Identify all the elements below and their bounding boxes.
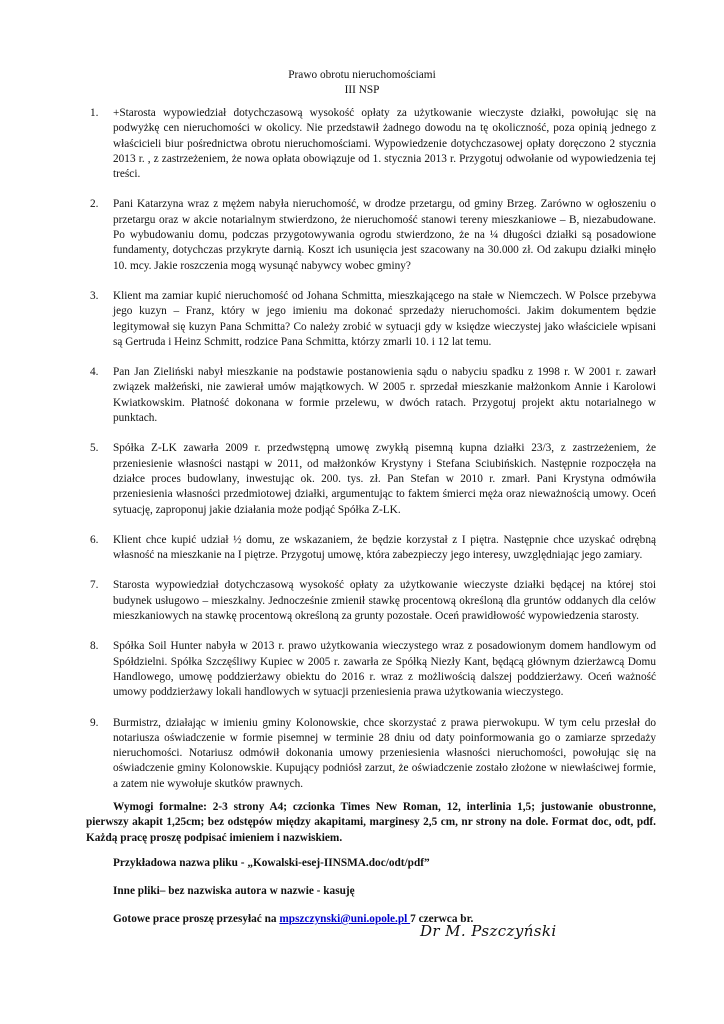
task-item <box>90 716 656 792</box>
formal-requirements-text: Wymogi formalne: 2-3 strony A4; czcionka Times New Roman, 12, interlinia 1,5; justowanie obustronne, pierwszy akapit 1,25cm; bez odstępów między akapitami, marginesy 2,5 cm, nr strony na dole. Format doc, odt, pdf. Każdą pracę proszę podpisać imieniem i nazwiskiem. <box>86 801 656 844</box>
submission-suffix: 7 czerwca br. <box>410 913 474 925</box>
task-text: Starosta wypowiedział dotychczasową wysokość opłaty za użytkowanie wieczyste działki będącej na której stoi budynek usługowo – mieszkalny. Jednocześnie zmienił stawkę procentową określoną dla gruntów oddanych dla celów mieszkaniowych na stawkę procentową określoną za grunty pozostałe. Oceń prawidłowość wypowiedzenia starosty. <box>113 579 656 623</box>
task-number: 6. <box>90 533 99 546</box>
task-number: 2. <box>90 198 99 211</box>
task-item <box>90 639 656 700</box>
email-link[interactable]: mpszczynski@uni.opole.pl <box>279 913 411 925</box>
task-number: 3. <box>90 289 99 302</box>
task-number: 5. <box>90 442 99 455</box>
submission-prefix: Gotowe prace proszę przesyłać na <box>113 913 280 925</box>
task-text: Spółka Z-LK zawarła 2009 r. przedwstępną umowę zwykłą pisemną kupna działki 23/3, z zastrzeżeniem, że przeniesienie własności nastąpi w 2011, od małżonków Krystyny i Stefana Sciubińskich. Następnie rozpoczęła na działce proces budowlany, inwestując ok. 200. tys. zł. Pan Stefan w 2010 r. zmarł. Pani Krystyna odmówiła przeniesienia własności przedmiotowej działki, argumentując to faktem śmierci męża oraz nieważnością umowy. Oceń sytuację, zaproponuj jakie działania może podjąć Spółka Z-LK. <box>113 442 656 516</box>
task-item <box>90 197 656 273</box>
document-title: Prawo obrotu nieruchomościami <box>288 69 436 81</box>
task-number: 9. <box>90 716 99 729</box>
document-header <box>0 68 724 98</box>
task-item <box>90 106 656 182</box>
task-text: Klient ma zamiar kupić nieruchomość od Johana Schmitta, mieszkającego na stałe w Niemczech. W Polsce przebywa jego kuzyn – Franz, który w jego imieniu ma dokonać sprzedaży nieruchomości. Jakim dokumentem będzie legitymował się kuzyn Pana Schmitta? Co należy zrobić w sytuacji gdy w księdze wieczystej jako właściciele wpisani są Gertruda i Heinz Schmitt, rodzice Pana Schmitta, którzy zmarli 10. i 12 lat temu. <box>113 289 656 348</box>
task-number: 4. <box>90 366 99 379</box>
document-subtitle: III NSP <box>344 84 380 96</box>
task-text: Pan Jan Zieliński nabył mieszkanie na podstawie postanowienia sądu o nabyciu spadku z 1998 r. W 2001 r. zawarł związek małżeński, nie zawierał umów majątkowych. W 2005 r. sprzedał mieszkanie małżonkom Annie i Karolowi Kwiatkowskim. Płatność dokonana w formie przelewu, w dwóch ratach. Przygotuj projekt aktu notarialnego w punktach. <box>113 366 656 425</box>
task-item <box>90 441 656 517</box>
task-text: Burmistrz, działając w imieniu gminy Kolonowskie, chce skorzystać z prawa pierwokupu. W tym celu przesłał do notariusza oświadczenie w formie pisemnej w terminie 28 dniu od daty poinformowania go o zamiarze sprzedaży nieruchomości. Notariusz odmówił dokonania umowy przeniesienia własności nieruchomości, powołując się na oświadczenie gminy Kolonowskie. Kupujący podniósł zarzut, że oświadczenie zostało złożone w niewłaściwej formie, a zatem nie wywołuje skutków prawnych. <box>113 716 656 790</box>
task-text: Pani Katarzyna wraz z mężem nabyła nieruchomość, w drodze przetargu, od gminy Brzeg. Zarówno w ogłoszeniu o przetargu oraz w akcie notarialnym stwierdzono, że nieruchomość stanowi tereny mieszkaniowe – B, niezabudowane. Po wybudowaniu domu, podczas przygotowywania ogrodu stwierdzono, że na ¼ długości działki są posadowione fundamenty, dotychczas przykryte darnią. Koszt ich usunięcia jest szacowany na 30.000 zł. Od zakupu działki minęło 10. mcy. Jakie roszczenia mogą wysunąć nabywcy wobec gminy? <box>113 198 656 272</box>
task-text: Klient chce kupić udział ½ domu, ze wskazaniem, że będzie korzystał z I piętra. Następnie chce uzyskać odrębną własność na mieszkanie na I piętrze. Przygotuj umowę, która zabezpieczy jego interesy, uwzględniając jego zamiary. <box>113 533 656 562</box>
task-item <box>90 365 656 426</box>
task-item <box>90 289 656 350</box>
signature: Dr M. Pszczyński <box>420 922 557 940</box>
other-files-note: Inne pliki– bez nazwiska autora w nazwie - kasuję <box>113 885 355 897</box>
task-item <box>90 533 656 564</box>
task-number: 8. <box>90 640 99 653</box>
task-item <box>90 578 656 624</box>
example-filename: Przykładowa nazwa pliku - „Kowalski-esej-IINSMA.doc/odt/pdf” <box>113 857 430 869</box>
task-text: +Starosta wypowiedział dotychczasową wysokość opłaty za użytkowanie wieczyste działki, powołując się na podwyżkę cen nieruchomości w okolicy. Nie przedstawił żadnego dowodu na tę okoliczność, poza opinią jednego z właścicieli biur pośrednictwa obrotu nieruchomościami. Wypowiedzenie dotychczasowej opłaty doręczono 2 stycznia 2013 r. , z zastrzeżeniem, że nowa opłata obowiązuje od 1. stycznia 2013 r. Przygotuj odwołanie od wypowiedzenia tej treści. <box>113 107 656 181</box>
task-number: 7. <box>90 579 99 592</box>
task-text: Spółka Soil Hunter nabyła w 2013 r. prawo użytkowania wieczystego wraz z posadowionym domem handlowym od Spółdzielni. Spółka Szczęśliwy Kupiec w 2005 r. zawarła ze Spółką Niezły Kant, będącą głównym dzierżawcą Domu Handlowego, umowę poddzierżawy obiektu do 2016 r. wraz z możliwością dalszej poddzierżawy. Oceń ważność umowy poddzierżawy lokali handlowych w sytuacji przeniesienia prawa użytkowania wieczystego. <box>113 640 656 699</box>
formal-requirements <box>86 800 656 846</box>
task-list <box>90 106 656 807</box>
task-number: 1. <box>90 107 99 119</box>
